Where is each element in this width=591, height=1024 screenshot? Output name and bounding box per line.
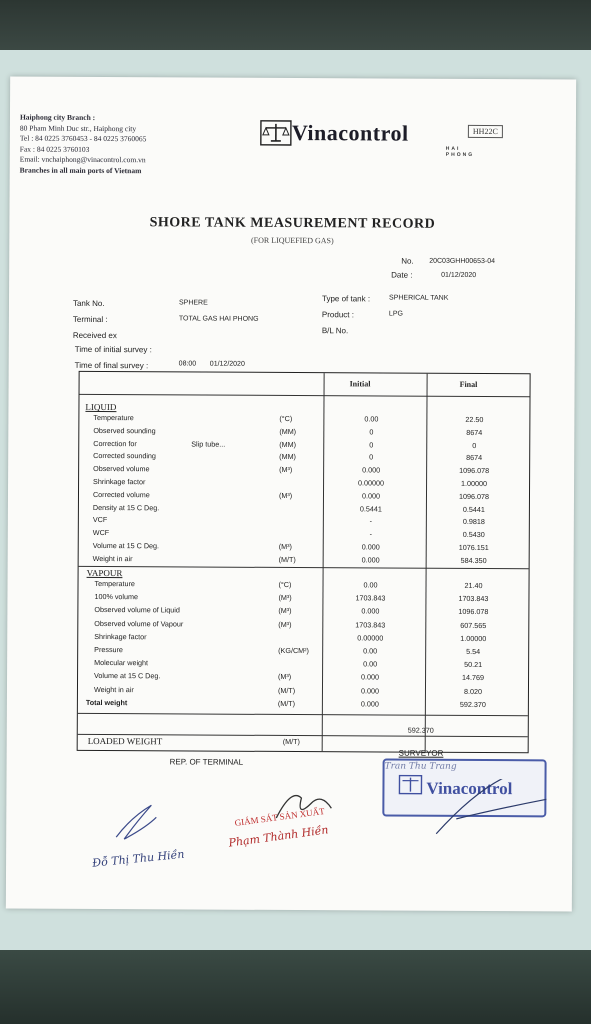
liquid-row-final: 0.5441	[462, 504, 485, 514]
doc-date-label: Date :	[391, 270, 413, 280]
liquid-row-label: Density at 15 C Deg.	[92, 502, 160, 512]
vapour-section-header: VAPOUR	[86, 567, 123, 579]
stamp-text: Vinacontrol	[426, 778, 513, 799]
form-code: HH22C	[468, 125, 503, 138]
vapour-row-unit: (M/T)	[277, 685, 296, 695]
vapour-row-initial: 1703.843	[355, 593, 386, 603]
logo-subtext: HAI PHONG	[445, 145, 475, 158]
col-final-header: Final	[459, 379, 478, 389]
liquid-row-unit: (MM)	[279, 426, 297, 436]
liquid-row-label: Temperature	[93, 412, 134, 423]
vapour-row-final: 14.769	[462, 673, 485, 683]
received-ex-label: Received ex	[72, 330, 117, 341]
liquid-row-final: 8674	[466, 427, 483, 437]
vapour-row-unit: (°C)	[278, 579, 292, 590]
liquid-row-final: 1096.078	[459, 466, 490, 476]
blue-signature-name: Đỗ Thị Thu Hiền	[91, 847, 186, 870]
bl-no-label: B/L No.	[321, 326, 349, 336]
liquid-row-label: Observed volume	[93, 464, 150, 474]
doc-no-label: No.	[401, 256, 414, 266]
liquid-row-unit: (M³)	[278, 490, 293, 500]
surveyor-signature-name: Tran Thu Trang	[384, 761, 457, 772]
loaded-weight-unit: (M/T)	[282, 736, 300, 747]
product-value: LPG	[388, 310, 403, 318]
vapour-row-initial: 0.000	[360, 699, 379, 709]
liquid-row-final: 1076.151	[458, 542, 489, 553]
product-label: Product :	[321, 310, 354, 320]
vapour-row-label: Temperature	[94, 578, 135, 589]
liquid-row-extra: Slip tube...	[191, 439, 226, 449]
vapour-row-initial: 0.000	[361, 672, 380, 682]
branch-address	[20, 113, 147, 177]
vapour-row-initial: 0.000	[360, 685, 379, 696]
vapour-row-label: Shrinkage factor	[94, 631, 147, 642]
liquid-row-unit: (°C)	[279, 413, 293, 424]
vapour-row-initial: 0.00	[363, 580, 378, 590]
liquid-row-initial: 0.000	[361, 542, 380, 552]
red-signature-name: Phạm Thành Hiền	[227, 823, 330, 850]
liquid-row-final: 584.350	[460, 555, 487, 565]
terminal-value: TOTAL GAS HAI PHONG	[178, 315, 259, 323]
liquid-row-label: Correction for	[93, 438, 137, 448]
vapour-row-unit: (KG/CM²)	[278, 645, 309, 656]
terminal-label: Terminal :	[72, 314, 108, 325]
liquid-row-initial: 0.000	[362, 465, 381, 475]
liquid-row-unit: (M³)	[278, 541, 292, 552]
vapour-row-final: 5.54	[466, 646, 481, 656]
vapour-row-initial: 0.000	[361, 606, 380, 616]
vapour-row-label: Observed volume of Vapour	[94, 618, 184, 629]
liquid-row-unit: (M/T)	[278, 554, 296, 564]
col-initial-header: Initial	[349, 379, 371, 389]
liquid-row-initial: 0.5441	[359, 503, 382, 514]
doc-no-value: 20C03GHH00653-04	[429, 257, 496, 266]
liquid-row-initial: 0.00	[364, 414, 379, 424]
table-divider	[322, 373, 325, 751]
vapour-row-unit: (M³)	[278, 606, 292, 616]
vapour-row-label: Molecular weight	[94, 658, 149, 668]
branch-line: Branches in all main ports of Vietnam	[19, 165, 142, 175]
branch-line: 80 Pham Minh Duc str., Haiphong city	[19, 123, 137, 133]
liquid-row-unit: (MM)	[279, 439, 297, 449]
branch-line: Tel : 84 0225 3760453 - 84 0225 3760065	[19, 133, 147, 144]
vapour-row-final: 21.40	[464, 580, 483, 591]
measurement-table	[77, 371, 531, 753]
liquid-row-label: WCF	[92, 528, 110, 538]
vapour-row-final: 50.21	[464, 660, 483, 670]
liquid-row-initial: 0.000	[361, 491, 381, 501]
table-divider	[78, 713, 528, 716]
vapour-row-final: 1096.078	[458, 607, 489, 617]
vapour-row-initial: 0.00000	[357, 633, 384, 643]
liquid-row-final: 1096.078	[458, 491, 489, 501]
vapour-row-unit: (M/T)	[277, 698, 296, 708]
loaded-weight-label: LOADED WEIGHT	[87, 735, 163, 747]
liquid-row-final: 0.5430	[462, 530, 485, 540]
liquid-row-label: Volume at 15 C Deg.	[92, 540, 160, 551]
initial-survey-label: Time of initial survey :	[74, 344, 152, 355]
rep-terminal-label: REP. OF TERMINAL	[169, 757, 244, 767]
vapour-row-final: 1.00000	[460, 633, 487, 643]
tank-no-label: Tank No.	[72, 298, 105, 309]
document-page	[6, 77, 576, 912]
final-survey-label: Time of final survey :	[74, 360, 149, 371]
liquid-row-initial: 0	[369, 452, 374, 462]
liquid-row-initial: 0	[369, 427, 374, 437]
liquid-row-initial: -	[369, 516, 373, 526]
tank-type-value: SPHERICAL TANK	[389, 294, 449, 302]
liquid-row-final: 1.00000	[461, 478, 488, 489]
vapour-row-initial: 1703.843	[355, 619, 386, 630]
branch-line: Fax : 84 0225 3760103	[19, 144, 90, 154]
branch-line: Email: vnchaiphong@vinacontrol.com.vn	[19, 154, 146, 165]
liquid-row-final: 8674	[466, 453, 483, 463]
vinacontrol-logo	[260, 119, 475, 158]
liquid-row-label: Weight in air	[92, 553, 133, 563]
vapour-row-label: Weight in air	[93, 684, 134, 694]
doc-date-value: 01/12/2020	[441, 271, 477, 279]
branch-line: Haiphong city Branch :	[19, 112, 96, 122]
liquid-row-label: VCF	[92, 515, 108, 525]
vapour-row-label: 100% volume	[94, 592, 139, 602]
liquid-row-label: Corrected volume	[92, 489, 150, 500]
background-bottom	[0, 950, 591, 1024]
vapour-row-unit: (M³)	[278, 593, 292, 603]
liquid-row-label: Corrected sounding	[93, 451, 156, 461]
liquid-row-initial: 0.000	[361, 555, 380, 565]
vapour-row-label: Volume at 15 C Deg.	[94, 671, 161, 681]
vapour-row-final: 592.370	[459, 699, 486, 709]
red-stamp-title: GIÁM SÁT SẢN XUẤT	[234, 805, 326, 828]
liquid-row-initial: -	[369, 529, 373, 539]
liquid-row-final: 0.9818	[462, 517, 485, 527]
vapour-row-label: Observed volume of Liquid	[94, 605, 180, 615]
vapour-row-final: 607.565	[460, 620, 487, 630]
surveyor-label: SURVEYOR	[398, 748, 444, 758]
liquid-row-final: 22.50	[465, 414, 484, 425]
table-divider	[425, 374, 428, 752]
logo-text: Vinacontrol	[291, 119, 409, 146]
document-subtitle: (FOR LIQUEFIED GAS)	[250, 235, 334, 246]
final-survey-value: 08:00 01/12/2020	[178, 360, 245, 368]
vapour-row-initial: 0.00	[363, 659, 378, 669]
liquid-section-header: LIQUID	[85, 401, 117, 413]
vapour-row-unit: (M³)	[278, 672, 292, 682]
liquid-row-label: Shrinkage factor	[93, 476, 146, 487]
liquid-row-initial: 0.00000	[358, 478, 385, 488]
vapour-row-label: Pressure	[94, 644, 123, 655]
vapour-row-initial: 0.00	[363, 646, 378, 656]
liquid-row-initial: 0	[369, 440, 374, 450]
vapour-row-unit: (M³)	[278, 619, 292, 629]
liquid-row-unit: (M³)	[279, 465, 293, 475]
liquid-row-unit: (MM)	[279, 452, 296, 462]
vapour-row-final: 1703.843	[458, 594, 489, 604]
liquid-row-final: 0	[472, 440, 477, 450]
background-top	[0, 0, 591, 55]
liquid-row-label: Observed sounding	[93, 425, 156, 436]
tank-type-label: Type of tank :	[321, 294, 371, 304]
vapour-row-final: 8.020	[463, 686, 482, 696]
table-divider	[80, 394, 530, 397]
document-title: SHORE TANK MEASUREMENT RECORD	[149, 215, 436, 232]
tank-no-value: SPHERE	[178, 299, 208, 307]
total-weight-label: Total weight	[85, 697, 128, 707]
loaded-weight-value: 592.370	[407, 725, 434, 735]
scales-icon	[260, 120, 292, 146]
